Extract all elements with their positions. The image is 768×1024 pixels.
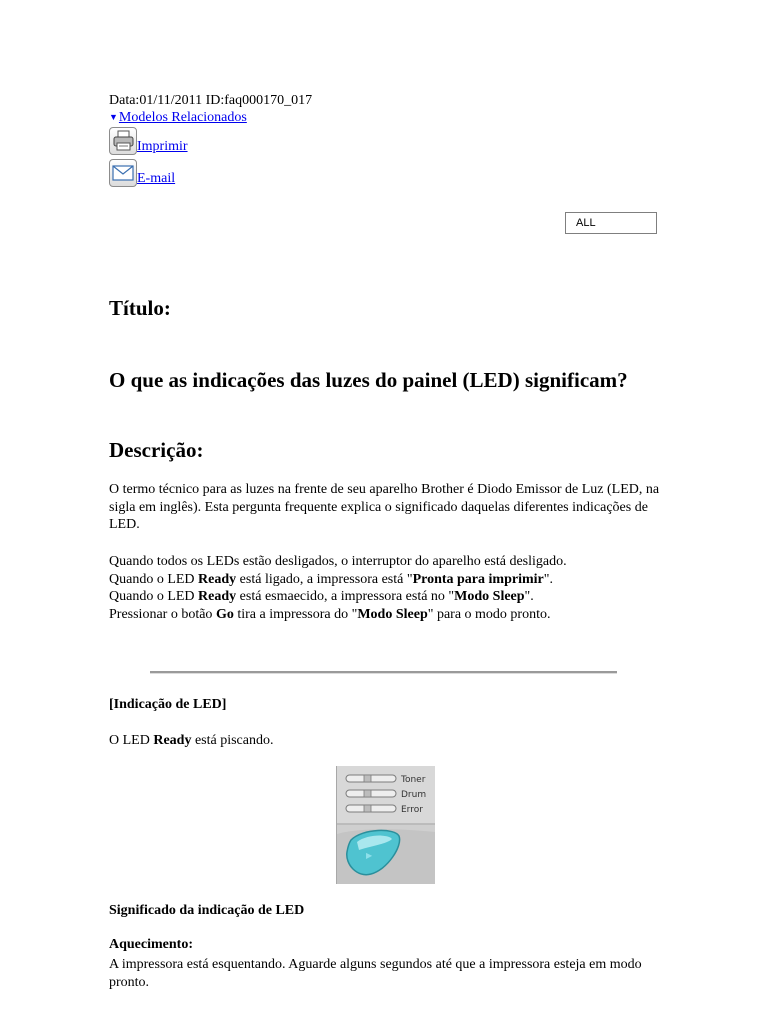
led-indication-heading: [Indicação de LED]	[109, 697, 227, 712]
toner-led-icon	[346, 775, 396, 782]
id-label: ID:	[205, 93, 225, 108]
title-heading: Título:	[109, 296, 171, 320]
intro-paragraph: O termo técnico para as luzes na frente de seu aparelho Brother é Diodo Emissor de Luz (LED, na sigla em inglês). Esta pergunta frequente explica o significado daquelas diferentes indicações de LED.	[109, 482, 660, 532]
error-led-icon	[346, 805, 396, 812]
chevron-down-icon: ▼	[109, 112, 118, 122]
related-models-label[interactable]: Modelos Relacionados	[118, 110, 247, 125]
printer-icon[interactable]	[109, 127, 137, 155]
id-value: faq000170_017	[224, 93, 313, 108]
envelope-icon[interactable]	[109, 159, 137, 187]
drum-led-icon	[346, 790, 396, 797]
panel-label-toner: Toner	[401, 775, 426, 785]
email-link-label[interactable]: E-mail	[137, 171, 176, 186]
print-link[interactable]	[109, 127, 188, 155]
faq-meta	[109, 92, 312, 109]
email-link[interactable]	[109, 159, 175, 187]
model-select[interactable]: ALL	[565, 212, 657, 234]
divider	[150, 671, 617, 674]
led-panel-image	[336, 766, 435, 884]
panel-label-error: Error	[401, 805, 423, 815]
meaning-heading: Significado da indicação de LED	[109, 903, 305, 918]
related-models-link[interactable]	[109, 109, 247, 126]
led-indication-state: O LED Ready está piscando.	[109, 733, 274, 748]
led-states-paragraph	[109, 553, 669, 623]
state-line-dimmed: Quando o LED Ready está esmaecido, a impressora está no "Modo Sleep".	[109, 589, 534, 604]
description-heading: Descrição:	[109, 438, 204, 462]
warmup-text: A impressora está esquentando. Aguarde alguns segundos até que a impressora esteja em modo pronto.	[109, 957, 642, 990]
faq-question: O que as indicações das luzes do painel (LED) significam?	[109, 368, 628, 392]
state-line-go: Pressionar o botão Go tira a impressora do "Modo Sleep" para o modo pronto.	[109, 606, 551, 622]
panel-label-drum: Drum	[401, 790, 427, 800]
svg-text:▶: ▶	[366, 851, 373, 860]
print-link-label[interactable]: Imprimir	[137, 139, 188, 154]
date-label: Data:	[109, 93, 140, 108]
state-line-off: Quando todos os LEDs estão desligados, o interruptor do aparelho está desligado.	[109, 554, 567, 569]
state-line-ready: Quando o LED Ready está ligado, a impressora está "Pronta para imprimir".	[109, 571, 553, 587]
date-value: 01/11/2011	[139, 93, 203, 108]
warmup-heading: Aquecimento:	[109, 937, 193, 952]
